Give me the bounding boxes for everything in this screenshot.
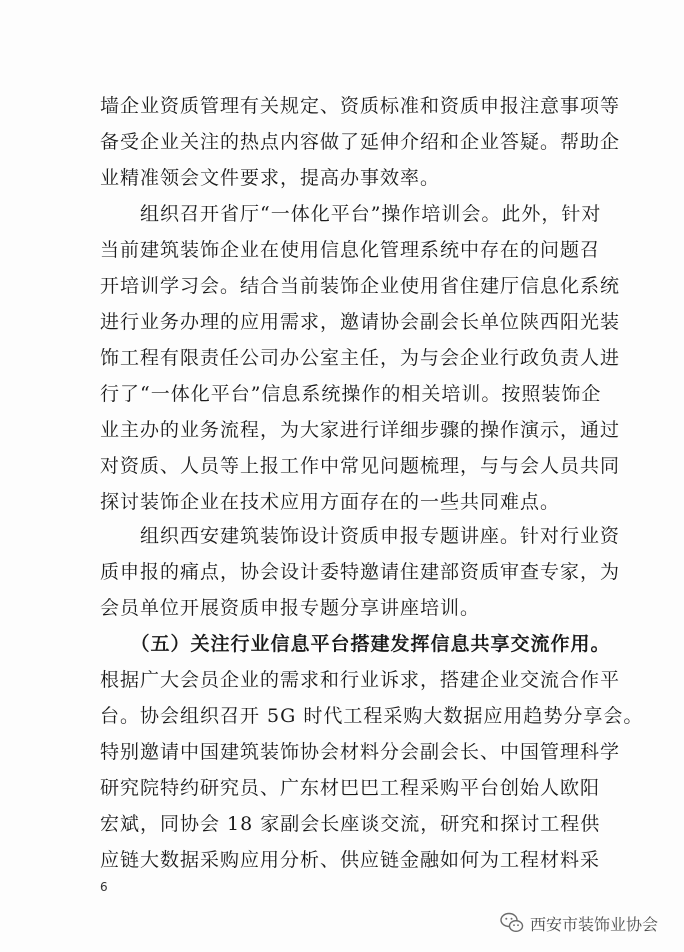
paragraph-4	[100, 662, 644, 878]
text-line: 开培训学习会。结合当前装饰企业使用省住建厅信息化系统	[100, 275, 621, 297]
watermark	[500, 910, 658, 936]
text-line: 备受企业关注的热点内容做了延伸介绍和企业答疑。帮助企	[100, 131, 621, 153]
section-heading	[100, 626, 611, 662]
text-line: 应链大数据采购应用分析、供应链金融如何为工程材料采	[100, 849, 601, 871]
text-line: 特别邀请中国建筑装饰协会材料分会副会长、中国管理科学	[100, 741, 621, 763]
text-line: 组织西安建筑装饰设计资质申报专题讲座。针对行业资	[100, 525, 621, 547]
text-line: 对资质、人员等上报工作中常见问题梳理，与与会人员共同	[100, 455, 621, 477]
text-line: 墙企业资质管理有关规定、资质标准和资质申报注意事项等	[100, 95, 621, 117]
heading-text: （五）关注行业信息平台搭建发挥信息共享交流作用。	[100, 633, 611, 655]
text-line: 业精准领会文件要求，提高办事效率。	[100, 167, 441, 189]
text-line: 当前建筑装饰企业在使用信息化管理系统中存在的问题召	[100, 239, 601, 261]
text-line: 探讨装饰企业在技术应用方面存在的一些共同难点。	[100, 491, 561, 513]
text-line: 质申报的痛点，协会设计委特邀请住建部资质审查专家，为	[100, 561, 621, 583]
text-line: 进行业务办理的应用需求，邀请协会副会长单位陕西阳光装	[100, 311, 621, 333]
text-line: 组织召开省厅“一体化平台”操作培训会。此外，针对	[100, 203, 602, 225]
text-line: 研究院特约研究员、广东材巴巴工程采购平台创始人欧阳	[100, 777, 601, 799]
paragraph-2	[100, 196, 621, 520]
text-line: 宏斌，同协会 18 家副会长座谈交流，研究和探讨工程供	[100, 813, 601, 835]
wechat-icon	[500, 912, 524, 934]
text-line: 会员单位开展资质申报专题分享讲座培训。	[100, 597, 481, 619]
watermark-text: 西安市装饰业协会	[530, 914, 659, 934]
paragraph-3	[100, 518, 621, 626]
text-line: 台。协会组织召开 5G 时代工程采购大数据应用趋势分享会。	[100, 705, 644, 727]
text-line: 饰工程有限责任公司办公室主任，为与会企业行政负责人进	[100, 347, 621, 369]
text-line: 根据广大会员企业的需求和行业诉求，搭建企业交流合作平	[100, 669, 621, 691]
text-line: 行了“一体化平台”信息系统操作的相关培训。按照装饰企	[100, 383, 602, 405]
page-number: 6	[100, 880, 108, 894]
paragraph-1	[100, 88, 621, 196]
text-line: 业主办的业务流程，为大家进行详细步骤的操作演示，通过	[100, 419, 621, 441]
